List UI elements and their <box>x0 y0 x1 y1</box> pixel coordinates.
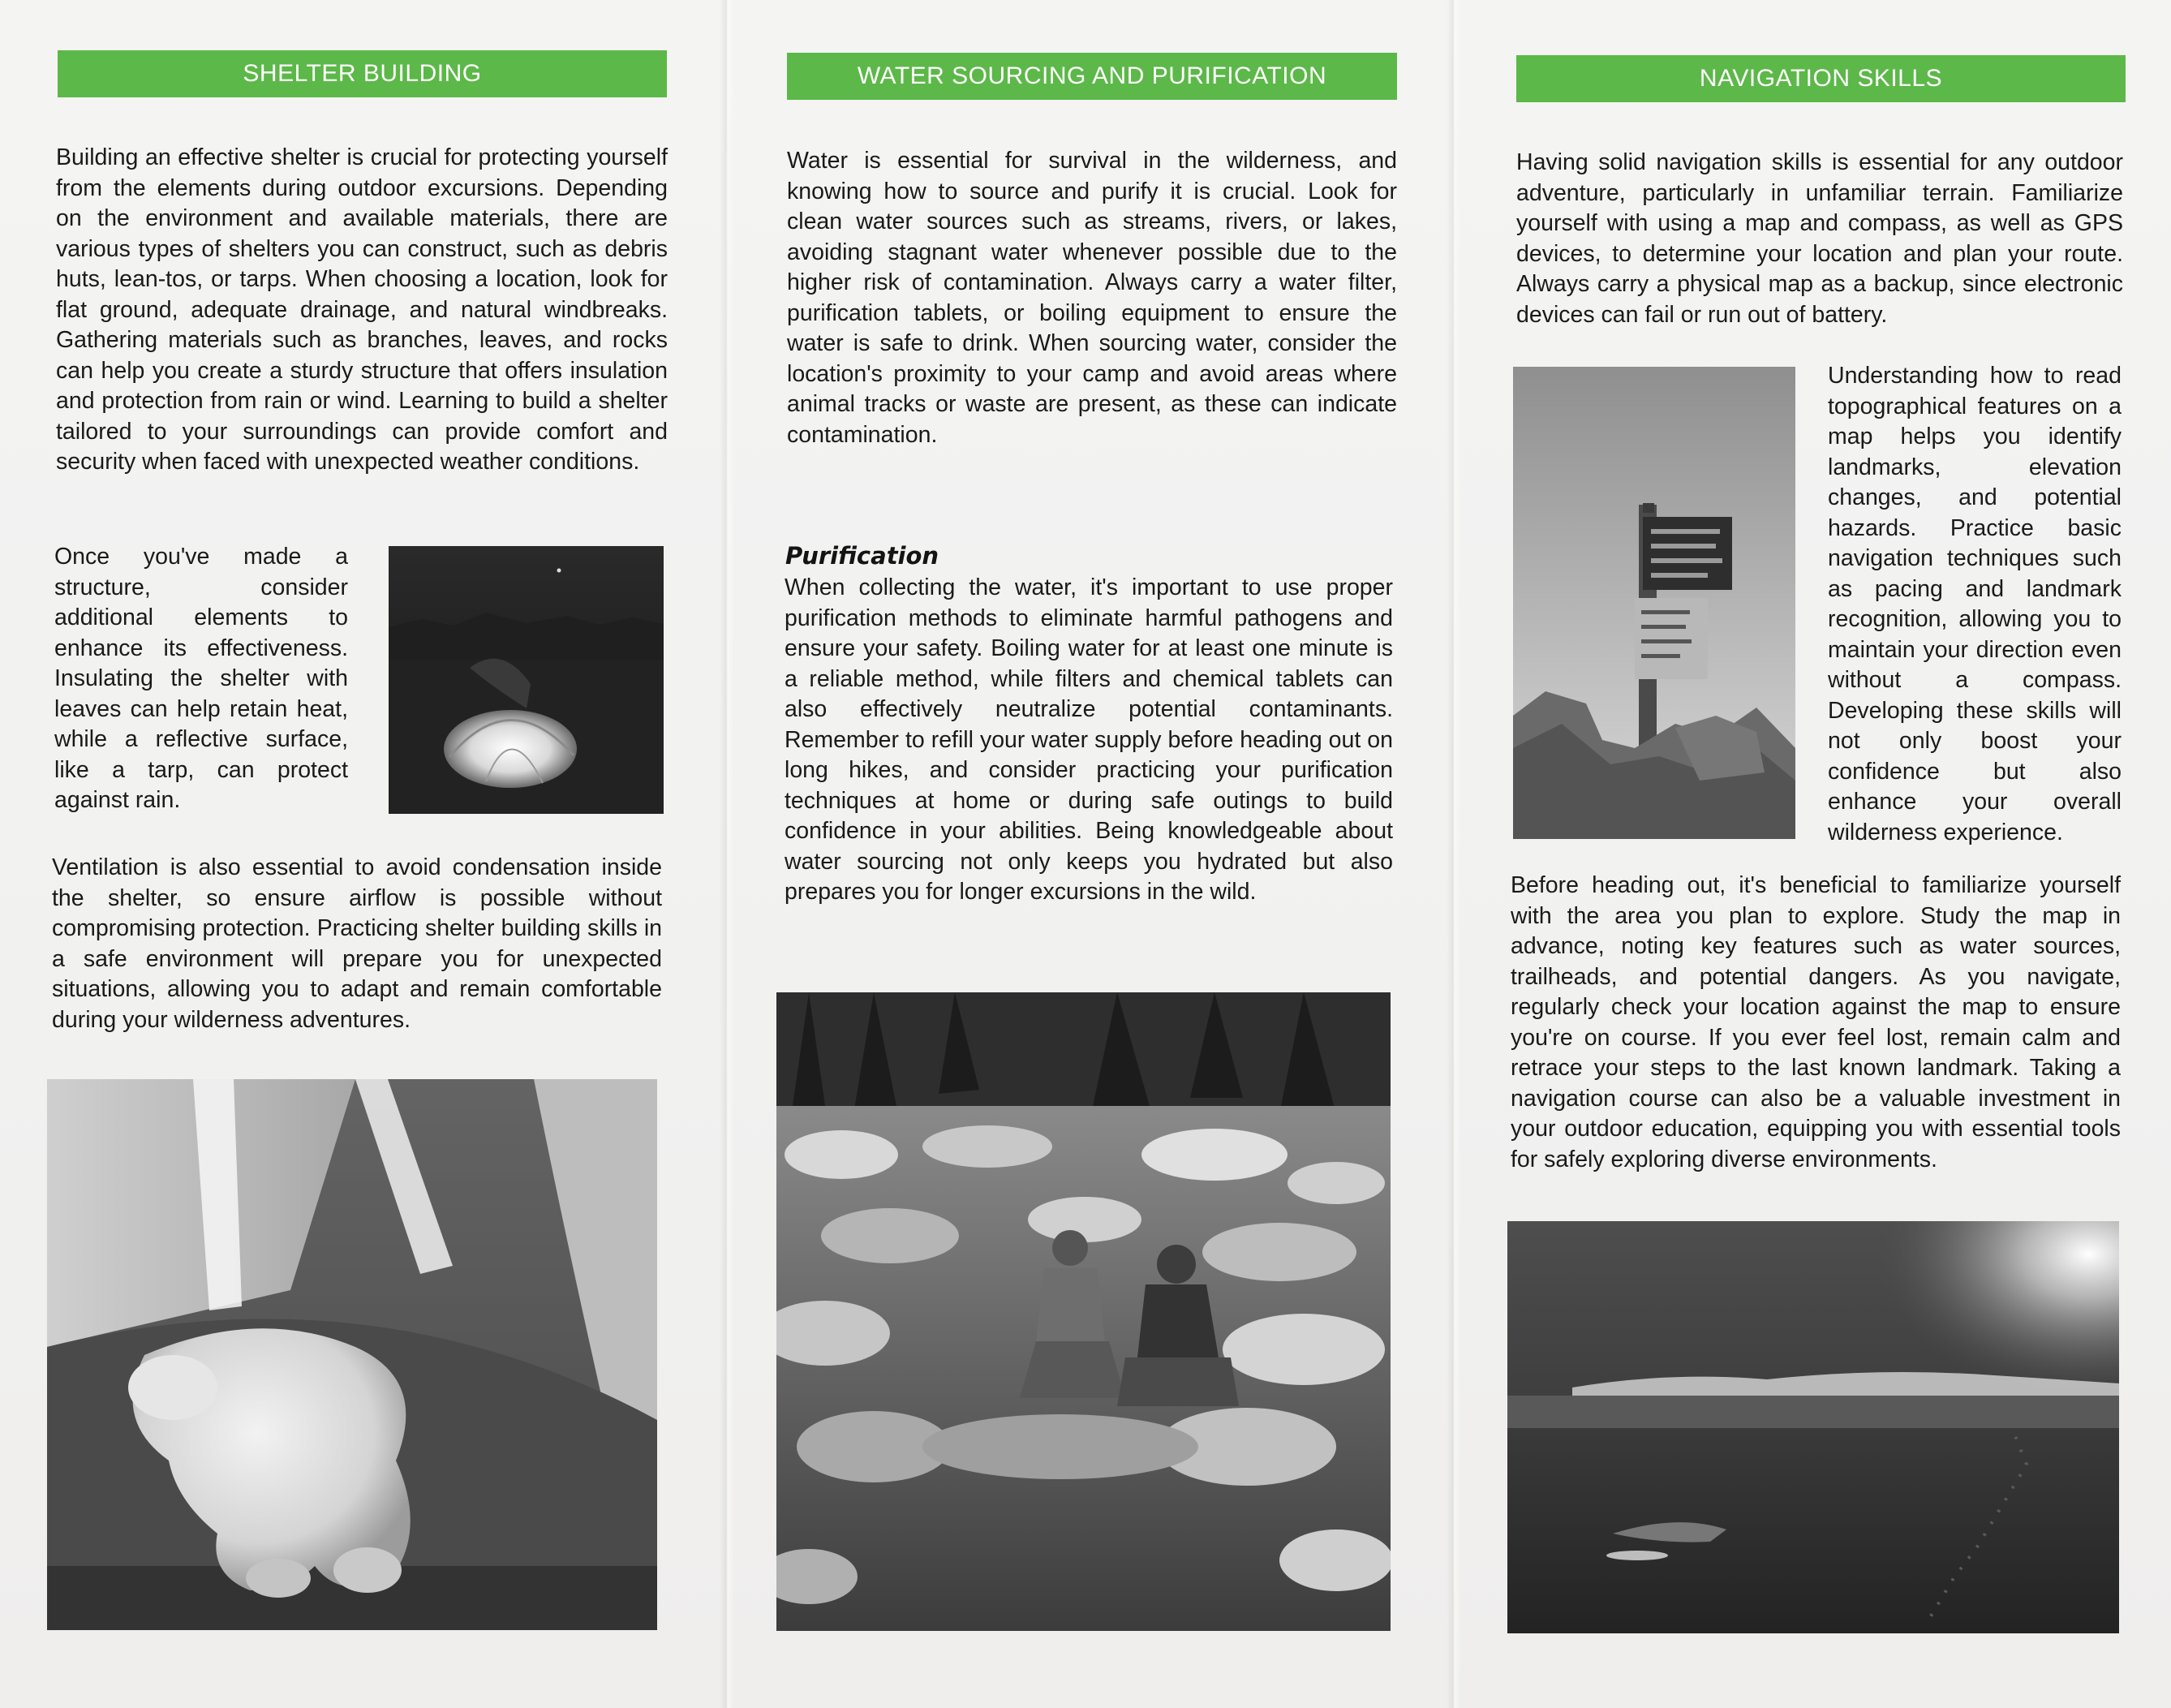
panel-shelter-building <box>0 0 722 1708</box>
purification-body-text: When collecting the water, it's important to use proper purification methods to eliminate harmful pathogens and ensure your safety. Boiling water for at least one minute is a reliable method, while filters and chemical tablets can also effectively neutralize potential contaminants. Remember to refill your water supply before heading out on long hikes, and consider practicing your purification techniques at home or during safe outings to build confidence in your abilities. Being knowledgeable about water sourcing not only keeps you hydrated but also prepares you for longer excursions in the wild. <box>785 574 1393 905</box>
panel-navigation-skills <box>1455 0 2171 1708</box>
water-sourcing-header: WATER SOURCING AND PURIFICATION <box>787 53 1397 100</box>
navigation-closing-text: Before heading out, it's beneficial to familiarize yourself with the area you plan to explore. Study the map in advance, noting key features such as water sources, trailheads, and potential dangers. As you navigate, regularly check your location against the map to ensure you're on course. If you ever feel lost, remain calm and retrace your steps to the last known landmark. Taking a navigation course can also be a valuable investment in your outdoor education, equipping you with essential tools for safely exploring diverse environments. <box>1511 872 2121 1172</box>
dog-in-tent-photo <box>47 1079 657 1630</box>
trail-signpost-photo <box>1513 367 1795 839</box>
night-tent-photo <box>389 546 664 814</box>
shelter-side-text: Once you've made a structure, consider additional elements to enhance its effectiveness. Insulating the shelter with leaves can help retain heat, while a reflective surface, like a tarp, can protect against rain. <box>54 544 348 813</box>
navigation-intro-text: Having solid navigation skills is essential for any outdoor adventure, particularly in unfamiliar terrain. Familiarize yourself with using a map and compass, as well as GPS devices, to determine your location and plan your route. Always carry a physical map as a backup, since electronic devices can fail or run out of battery. <box>1516 149 2123 328</box>
panel-water-sourcing <box>726 0 1448 1708</box>
stream-kids-photo <box>776 992 1391 1631</box>
shelter-closing-text: Ventilation is also essential to avoid condensation inside the shelter, so ensure airflow is possible without compromising protection. Practicing shelter building skills in a safe environment will prepare you for unexpected situations, allowing you to adapt and remain comfortable during your wilderness adventures. <box>52 854 662 1033</box>
navigation-skills-header: NAVIGATION SKILLS <box>1516 55 2126 102</box>
purification-subheading: Purification <box>785 542 939 570</box>
water-intro-text: Water is essential for survival in the wilderness, and knowing how to source and purify it is crucial. Look for clean water sources such as streams, rivers, or lakes, avoiding stagnant water whenever possible due to the higher risk of contamination. Always carry a water filter, purification tablets, or boiling equipment to ensure the water is safe to drink. When sourcing water, consider the location's proximity to your camp and avoid areas where animal tracks or waste are present, as these can indicate contamination. <box>787 148 1397 448</box>
navigation-side-text: Understanding how to read topographical features on a map helps you identify landmarks, elevation changes, and potential hazards. Practice basic navigation techniques such as pacing and landmark recognition, allowing you to maintain your direction even without a compass. Developing these skills will not only boost your confidence but also enhance your overall wilderness experience. <box>1828 363 2122 845</box>
shelter-intro-text: Building an effective shelter is crucial for protecting yourself from the elements during outdoor excursions. Depending on the environment and available materials, there are various types of shelters you can construct, such as debris huts, lean-tos, or tarps. When choosing a location, look for flat ground, adequate drainage, and natural windbreaks. Gathering materials such as branches, leaves, and rocks can help you create a sturdy structure that offers insulation and protection from rain or wind. Learning to build a shelter tailored to your surroundings can provide comfort and security when faced with unexpected weather conditions. <box>56 144 668 475</box>
shelter-building-header: SHELTER BUILDING <box>58 50 667 97</box>
beach-footprints-photo <box>1507 1221 2119 1633</box>
